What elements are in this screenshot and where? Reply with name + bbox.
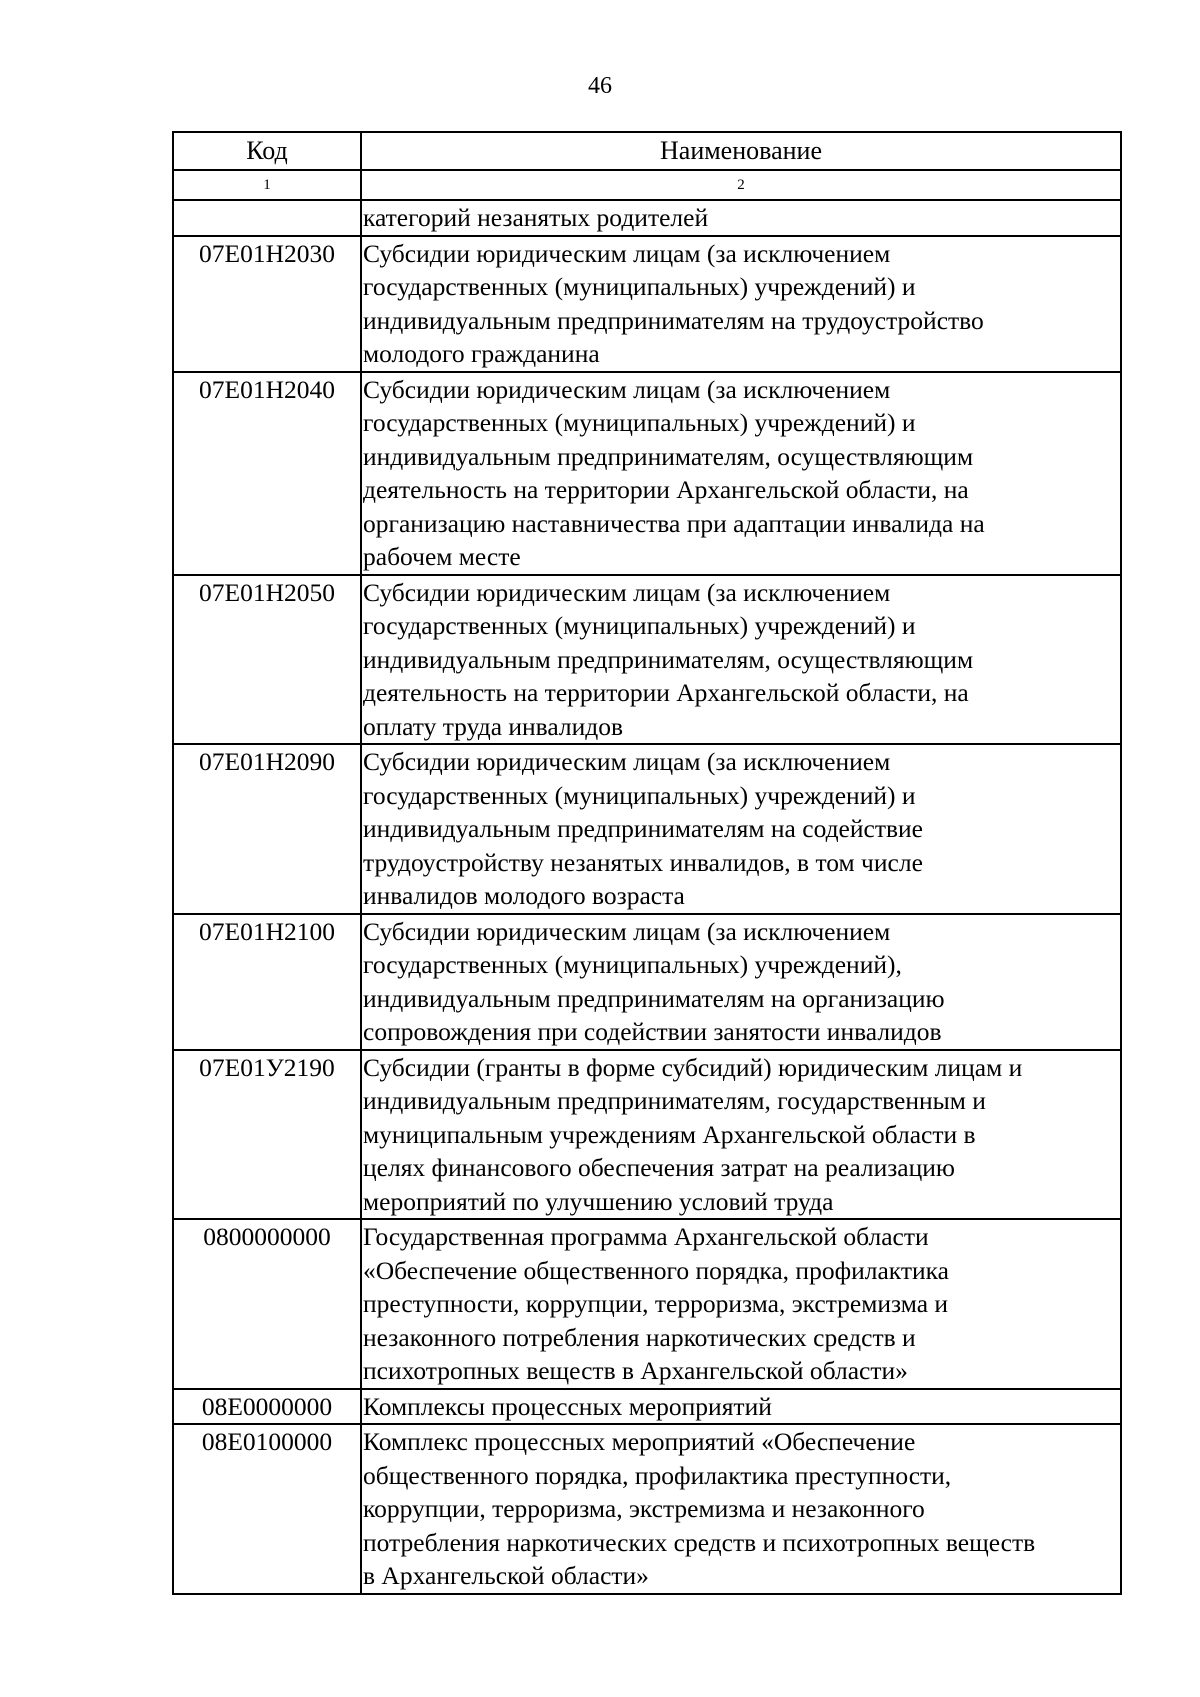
row-name-line: деятельность на территории Архангельской области, на [363, 475, 969, 504]
row-name [361, 372, 1121, 575]
row-name-line: индивидуальным предпринимателям, осуществляющим [363, 644, 974, 674]
row-name-line: сопровождения при содействии занятости инвалидов [363, 1017, 942, 1046]
row-name-line: муниципальным учреждениям Архангельской области в [363, 1119, 976, 1149]
header-row [173, 132, 1121, 170]
row-name-line: индивидуальным предпринимателям на организацию [363, 983, 945, 1013]
row-name-line: мероприятий по улучшению условий труда [363, 1186, 834, 1216]
table-row [173, 914, 1121, 1050]
table-body [173, 170, 1121, 1594]
row-name [361, 200, 1121, 236]
row-code: 07Е01Н2090 [173, 744, 361, 914]
row-name-line: категорий незанятых родителей [363, 203, 709, 232]
row-name-line: деятельность на территории Архангельской области, на [363, 678, 969, 707]
row-name-line: молодого гражданина [363, 339, 600, 368]
header-code: Код [173, 132, 361, 170]
row-name-line: государственных (муниципальных) учреждений) и [363, 611, 916, 640]
row-code: 07Е01Н2050 [173, 575, 361, 745]
row-name-line: «Обеспечение общественного порядка, профилактика [363, 1255, 949, 1285]
row-name-line: Субсидии юридическим лицам (за исключением [363, 238, 891, 268]
row-name-line: Комплекс процессных мероприятий «Обеспечение [363, 1427, 916, 1456]
row-name-line: Субсидии (гранты в форме субсидий) юридическим лицам и [363, 1052, 1023, 1082]
row-code: 08Е0100000 [173, 1424, 361, 1594]
row-name-line: психотропных веществ в Архангельской области» [363, 1356, 908, 1385]
row-name-line: организацию наставничества при адаптации инвалида на [363, 508, 985, 538]
table-row [173, 200, 1121, 236]
table-row [173, 236, 1121, 372]
row-name-line: индивидуальным предпринимателям, государственным и [363, 1086, 986, 1115]
column-numbers-row [173, 170, 1121, 200]
row-name-line: общественного порядка, профилактика преступности, [363, 1460, 952, 1490]
row-name-line: Субсидии юридическим лицам (за исключением [363, 747, 891, 776]
row-code [173, 200, 361, 236]
row-name-line: государственных (муниципальных) учреждений), [363, 950, 902, 979]
table-row [173, 744, 1121, 914]
row-name-line: государственных (муниципальных) учреждений) и [363, 780, 916, 810]
row-name-line: индивидуальным предпринимателям на трудоустройство [363, 305, 984, 335]
row-code: 07Е01Н2040 [173, 372, 361, 575]
row-name [361, 914, 1121, 1050]
row-name-line: государственных (муниципальных) учреждений) и [363, 408, 916, 437]
row-name [361, 1050, 1121, 1220]
row-code: 0800000000 [173, 1219, 361, 1389]
row-name [361, 1424, 1121, 1594]
row-name [361, 1219, 1121, 1389]
row-name-line: Субсидии юридическим лицам (за исключением [363, 916, 891, 946]
row-name-line: индивидуальным предпринимателям, осуществляющим [363, 441, 974, 471]
table-row [173, 1424, 1121, 1594]
row-name-line: Комплексы процессных мероприятий [363, 1391, 772, 1421]
table-row [173, 372, 1121, 575]
page-number: 46 [588, 73, 612, 99]
row-name-line: оплату труда инвалидов [363, 711, 624, 741]
row-name-line: незаконного потребления наркотических средств и [363, 1322, 916, 1352]
row-name-line: коррупции, терроризма, экстремизма и незаконного [363, 1494, 925, 1523]
row-name-line: трудоустройству незанятых инвалидов, в том числе [363, 847, 923, 877]
table-row [173, 1219, 1121, 1389]
table-header [173, 132, 1121, 170]
row-name-line: государственных (муниципальных) учреждений) и [363, 272, 916, 301]
column-number-code: 1 [173, 170, 361, 200]
table-row [173, 1050, 1121, 1220]
row-name-line: Субсидии юридическим лицам (за исключением [363, 374, 891, 404]
row-name-line: потребления наркотических средств и психотропных веществ [363, 1527, 1036, 1557]
row-code: 07Е01У2190 [173, 1050, 361, 1220]
row-name [361, 744, 1121, 914]
row-name [361, 1389, 1121, 1425]
row-name-line: преступности, коррупции, терроризма, экстремизма и [363, 1289, 949, 1318]
row-code: 08Е0000000 [173, 1389, 361, 1425]
row-code: 07Е01Н2030 [173, 236, 361, 372]
row-name [361, 236, 1121, 372]
table-row [173, 1389, 1121, 1425]
header-name: Наименование [361, 132, 1121, 170]
row-name-line: индивидуальным предпринимателям на содействие [363, 814, 923, 843]
row-code: 07Е01Н2100 [173, 914, 361, 1050]
row-name-line: целях финансового обеспечения затрат на реализацию [363, 1153, 955, 1182]
budget-classification-table [172, 131, 1122, 1595]
row-name-line: в Архангельской области» [363, 1561, 649, 1590]
row-name-line: инвалидов молодого возраста [363, 881, 685, 910]
row-name-line: Субсидии юридическим лицам (за исключением [363, 577, 891, 607]
column-number-name: 2 [361, 170, 1121, 200]
table-row [173, 575, 1121, 745]
row-name-line: Государственная программа Архангельской области [363, 1222, 929, 1251]
row-name [361, 575, 1121, 745]
row-name-line: рабочем месте [363, 542, 521, 571]
